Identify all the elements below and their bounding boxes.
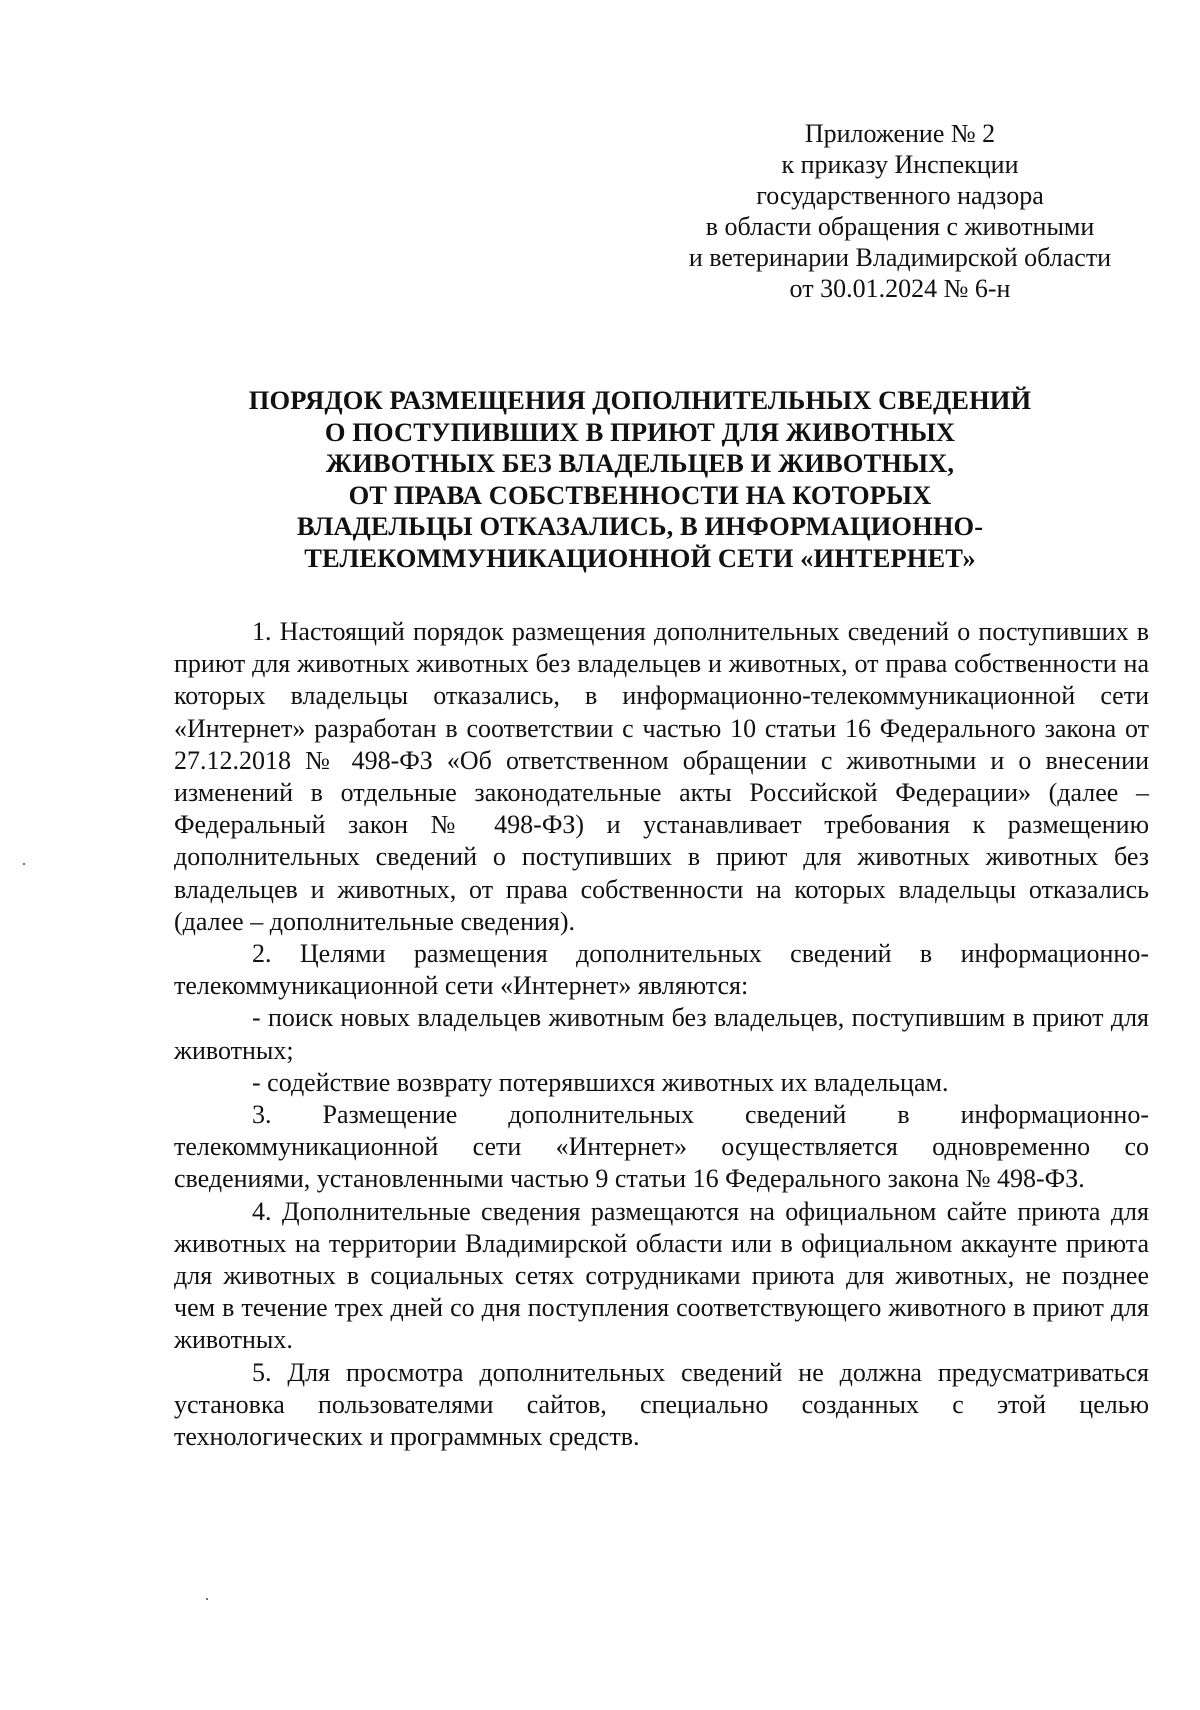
title-line: ВЛАДЕЛЬЦЫ ОТКАЗАЛИСЬ, В ИНФОРМАЦИОННО- (296, 511, 984, 541)
appendix-line: в области обращения с животными (705, 212, 1095, 241)
appendix-line: Приложение № 2 (804, 119, 996, 148)
scan-speck (206, 1598, 208, 1600)
appendix-line: к приказу Инспекции (781, 150, 1019, 179)
paragraph-2-item-2: - содействие возврату потерявшихся животных их владельцам. (252, 1067, 949, 1097)
appendix-line: от 30.01.2024 № 6-н (789, 274, 1011, 303)
paragraph-5: 5. Для просмотра дополнительных сведений не должна предусматриваться установка пользователями сайтов, специально созданных с этой целью технологических и программных средств. (174, 1357, 1149, 1452)
title-line: ЖИВОТНЫХ БЕЗ ВЛАДЕЛЬЦЕВ И ЖИВОТНЫХ, (325, 448, 955, 478)
appendix-line: и ветеринарии Владимирской области (688, 243, 1112, 272)
title-line: ТЕЛЕКОММУНИКАЦИОННОЙ СЕТИ «ИНТЕРНЕТ» (304, 542, 976, 573)
title-line: ОТ ПРАВА СОБСТВЕННОСТИ НА КОТОРЫХ (348, 479, 932, 510)
paragraph-1: 1. Настоящий порядок размещения дополнительных сведений о поступивших в приют для животных животных без владельцев и животных, от права собственности на которых владельцы отказались, в информационно-телекоммуникационной сети «Интернет» разработан в соответствии с частью 10 статьи 16 Федерального закона от 27.12.2018 № 498-ФЗ «Об ответственном обращении с животными и о внесении изменений в отдельные законодательные акты Российской Федерации» (далее – Федеральный закон № 498-ФЗ) и устанавливает требования к размещению дополнительных сведений о поступивших в приют для животных животных без владельцев и животных, от права собственности на которых владельцы отказались (далее – дополнительные сведения). (174, 617, 1149, 936)
paragraph-4: 4. Дополнительные сведения размещаются на официальном сайте приюта для животных на территории Владимирской области или в официальном аккаунте приюта для животных в социальных сетях сотрудниками приюта для животных, не позднее чем в течение трех дней со дня поступления соответствующего животного в приют для животных. (174, 1196, 1149, 1355)
paragraph-3: 3. Размещение дополнительных сведений в информационно-телекоммуникационной сети «Интернет» осуществляется одновременно со сведениями, установленными частью 9 статьи 16 Федерального закона № 498-ФЗ. (174, 1100, 1149, 1194)
paragraph-2: 2. Целями размещения дополнительных сведений в информационно-телекоммуникационной сети «Интернет» являются: (174, 939, 1149, 1001)
paragraph-2-item-1: - поиск новых владельцев животным без владельцев, поступившим в приют для животных; (174, 1003, 1149, 1065)
title-line: ПОРЯДОК РАЗМЕЩЕНИЯ ДОПОЛНИТЕЛЬНЫХ СВЕДЕНИЙ (248, 385, 1032, 415)
document-body (174, 616, 1149, 1453)
scan-speck (23, 863, 25, 865)
appendix-header (660, 118, 1140, 304)
title-line: О ПОСТУПИВШИХ В ПРИЮТ ДЛЯ ЖИВОТНЫХ (324, 416, 956, 447)
document-title (170, 385, 1110, 574)
appendix-line: государственного надзора (756, 181, 1044, 210)
